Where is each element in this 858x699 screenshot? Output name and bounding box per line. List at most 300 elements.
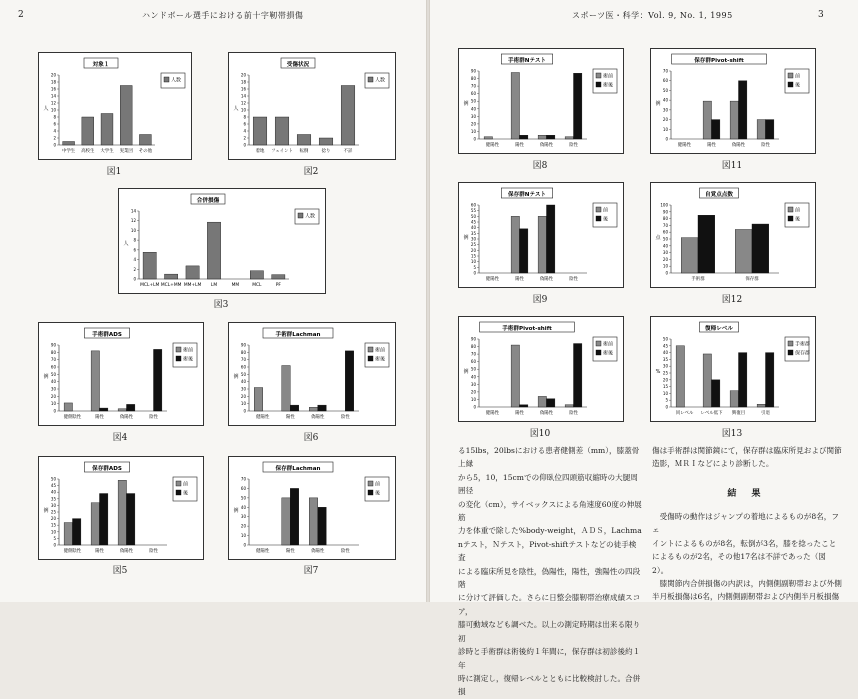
x-tick-label: 健陽性 (485, 143, 500, 148)
y-tick-label: 30 (662, 250, 668, 256)
figure-2-caption: 図2 (303, 167, 319, 177)
x-tick-label: 高校生 (81, 149, 95, 154)
x-tick-label: 陰性 (149, 549, 158, 554)
x-tick-label: 偽陽性 (311, 549, 325, 554)
y-tick-label: 0 (53, 408, 56, 414)
y-tick-label: 0 (53, 542, 56, 548)
chart-title: 復帰レベル (705, 325, 733, 332)
x-tick-label: その他 (138, 149, 152, 154)
y-tick-label: 90 (470, 68, 476, 74)
x-tick-label: 健陽性 (485, 277, 500, 282)
figure-2-chart (228, 52, 396, 160)
chart-svg (229, 457, 395, 559)
y-tick-label: 0 (473, 404, 476, 410)
figure-6-caption: 図6 (303, 433, 319, 443)
bar (143, 252, 156, 279)
y-tick-label: 30 (470, 381, 476, 387)
bar (676, 346, 684, 407)
y-tick-label: 50 (662, 336, 668, 342)
y-tick-label: 18 (50, 79, 56, 85)
y-tick-label: 0 (473, 136, 476, 142)
legend-box (173, 477, 197, 501)
legend-label: 後 (375, 490, 381, 497)
y-tick-label: 20 (240, 523, 246, 529)
bar (100, 494, 108, 545)
y-tick-label: 30 (50, 386, 56, 392)
bar (730, 391, 738, 407)
bar (712, 120, 720, 139)
legend-label: 保存群 (795, 350, 811, 357)
y-tick-label: 0 (473, 270, 476, 276)
text-line: の変化（cm），サイベックスによる角速度60度の伸展筋 (458, 499, 642, 523)
y-tick-label: 40 (470, 106, 476, 112)
x-tick-label: 大学生 (100, 149, 114, 154)
x-tick-label: 健側陰性 (63, 549, 82, 554)
x-tick-label: 偽陽性 (539, 143, 554, 148)
chart-title: 手術群Pivot-shift (502, 325, 552, 332)
x-tick-label: 偽陽性 (539, 277, 554, 282)
bar (73, 519, 81, 545)
legend-box (173, 343, 197, 367)
y-tick-label: 25 (662, 370, 668, 376)
bar (565, 405, 573, 407)
y-tick-label: 15 (50, 522, 56, 528)
text-line: から5，10，15cmでの仰臥位四頭筋収縮時の大腿周囲径 (458, 472, 638, 496)
legend-swatch (596, 341, 601, 346)
y-axis-label: 例 (463, 101, 469, 107)
y-tick-label: 60 (470, 359, 476, 365)
legend-swatch (788, 350, 793, 355)
y-axis-label: 例 (43, 508, 49, 514)
y-tick-label: 80 (470, 76, 476, 82)
y-tick-label: 50 (662, 87, 668, 93)
text-line: nテスト，Ｎテスト，Pivot-shiftテストなどの徒手検査 (458, 539, 637, 563)
y-tick-label: 10 (470, 259, 476, 265)
legend-label: 術前 (603, 341, 614, 348)
figure-12-chart (650, 182, 816, 288)
legend-swatch (788, 341, 793, 346)
bar (538, 216, 546, 273)
x-tick-label: 引退 (761, 411, 770, 416)
chart-title: 手術群Lachman (275, 331, 321, 338)
x-tick-label: 偽陽性 (119, 549, 134, 554)
y-tick-label: 70 (662, 222, 668, 228)
bar (101, 114, 113, 146)
bar (318, 507, 327, 545)
y-tick-label: 30 (470, 113, 476, 119)
y-tick-label: 5 (665, 397, 668, 403)
figure-4-caption: 図4 (112, 433, 128, 443)
y-tick-label: 45 (662, 343, 668, 349)
y-tick-label: 20 (240, 72, 246, 78)
legend-swatch (596, 216, 601, 221)
legend-box (593, 203, 617, 227)
x-tick-label: 実業団 (119, 149, 133, 154)
y-tick-label: 14 (130, 208, 136, 214)
body-text-column-2-top (652, 444, 842, 471)
x-tick-label: LM (210, 283, 218, 288)
chart-title: 保存群Nテスト (507, 191, 547, 198)
y-axis-label: 人 (123, 241, 129, 247)
x-tick-label: 中学生 (62, 149, 76, 154)
y-axis-label: 人 (43, 106, 49, 112)
legend-swatch (176, 347, 181, 352)
bar (254, 388, 263, 411)
bar (282, 498, 291, 545)
x-tick-label: 陰性 (761, 143, 770, 148)
legend-swatch (164, 77, 169, 82)
legend-label: 前 (795, 73, 801, 80)
y-tick-label: 10 (130, 227, 136, 233)
x-tick-label: PF (275, 283, 281, 288)
figure-5-caption: 図5 (112, 566, 128, 576)
y-tick-label: 18 (240, 79, 246, 85)
y-tick-label: 80 (240, 349, 246, 355)
y-tick-label: 50 (470, 213, 476, 219)
legend-swatch (368, 356, 373, 361)
y-tick-label: 5 (473, 264, 476, 270)
legend-swatch (298, 213, 303, 218)
bar (64, 523, 72, 545)
x-tick-label: 陽性 (515, 277, 524, 282)
y-tick-label: 20 (662, 377, 668, 383)
y-tick-label: 20 (470, 247, 476, 253)
chart-svg (651, 317, 815, 421)
text-line: 診時と手術群は術後約１年間に，保存群は初診後約１年 (458, 647, 641, 670)
y-tick-label: 30 (470, 236, 476, 242)
y-tick-label: 10 (240, 533, 246, 539)
y-tick-label: 20 (50, 393, 56, 399)
legend-label: 術前 (375, 347, 386, 354)
y-tick-label: 90 (240, 342, 246, 348)
bar (703, 101, 711, 139)
chart-title: 自覚点点数 (705, 191, 733, 198)
bar (341, 86, 355, 146)
legend-box (593, 337, 617, 361)
chart-title: 手術群ADS (92, 331, 122, 338)
chart-svg (459, 49, 623, 153)
bar (752, 224, 769, 273)
chart-title: 保存群Lachman (275, 465, 321, 472)
legend-swatch (176, 490, 181, 495)
y-tick-label: 60 (50, 364, 56, 370)
bar (565, 137, 573, 139)
bar (766, 120, 774, 139)
bar (272, 275, 285, 279)
x-tick-label: 健陽性 (485, 411, 500, 416)
body-text-column-2-bottom (652, 510, 842, 604)
legend-box (785, 337, 809, 361)
y-tick-label: 40 (662, 350, 668, 356)
legend-swatch (368, 481, 373, 486)
y-tick-label: 50 (240, 495, 246, 501)
bar (165, 274, 178, 279)
legend-swatch (368, 77, 373, 82)
legend-label: 後 (183, 490, 189, 497)
figure-13-caption: 図13 (721, 429, 743, 439)
bar (520, 135, 528, 139)
legend-swatch (788, 73, 793, 78)
y-tick-label: 40 (240, 379, 246, 385)
y-tick-label: 20 (470, 121, 476, 127)
legend-label: 後 (795, 216, 801, 223)
chart-svg (459, 183, 623, 287)
y-tick-label: 50 (470, 366, 476, 372)
bar (309, 498, 318, 545)
figure-13-chart (650, 316, 816, 422)
bar (118, 409, 126, 411)
y-axis-label: 例 (43, 374, 49, 380)
bar (100, 408, 108, 411)
x-tick-label: 陰性 (340, 415, 350, 420)
bar (319, 138, 333, 145)
y-tick-label: 30 (240, 514, 246, 520)
y-tick-label: 2 (53, 135, 56, 141)
bar (253, 117, 267, 145)
y-tick-label: 30 (50, 502, 56, 508)
y-tick-label: 20 (662, 256, 668, 262)
legend-label: 後 (603, 216, 609, 223)
figure-8-chart (458, 48, 624, 154)
y-tick-label: 20 (240, 393, 246, 399)
bar (538, 135, 546, 139)
bar (282, 366, 291, 411)
y-axis-label: 例 (463, 369, 469, 375)
y-tick-label: 16 (50, 86, 56, 92)
x-tick-label: 健陽性 (256, 415, 270, 420)
y-tick-label: 90 (662, 209, 668, 215)
text-line: に分けて評価した。さらに日整会膝靭帯治療成績スコア， (458, 593, 641, 616)
bar (547, 399, 555, 407)
bar (757, 120, 765, 139)
legend-box (593, 69, 617, 93)
y-tick-label: 6 (243, 121, 246, 127)
chart-title: 対象１ (92, 61, 110, 68)
x-tick-label: 健側陰性 (63, 415, 82, 420)
bar (735, 229, 752, 273)
y-tick-label: 80 (50, 349, 56, 355)
legend-label: 前 (603, 207, 609, 214)
x-tick-label: 転倒 (299, 149, 309, 154)
text-line: 受傷時の動作はジャンプの着地によるものが8名，フェ (652, 512, 839, 535)
y-tick-label: 10 (662, 390, 668, 396)
y-tick-label: 40 (662, 243, 668, 249)
text-line: 半月板損傷は6名，内側側副靭帯および内側半月板損傷 (652, 592, 840, 602)
figure-3-caption: 図3 (213, 300, 229, 310)
legend-label: 人数 (171, 77, 182, 84)
legend-box (785, 69, 809, 93)
bar (547, 135, 555, 139)
y-tick-label: 15 (470, 253, 476, 259)
y-tick-label: 8 (133, 237, 136, 243)
y-tick-label: 0 (243, 408, 246, 414)
x-tick-label: 興復目 (731, 411, 746, 416)
y-tick-label: 90 (50, 342, 56, 348)
body-text-column-1 (458, 444, 642, 699)
legend-label: 術後 (603, 350, 614, 357)
y-tick-label: 60 (470, 91, 476, 97)
y-tick-label: 12 (240, 100, 246, 106)
x-tick-label: 不詳 (343, 149, 353, 154)
chart-title: 保存群Pivot-shift (694, 57, 744, 64)
y-tick-label: 12 (50, 100, 56, 106)
x-tick-label: 陽性 (285, 415, 295, 420)
legend-label: 前 (795, 207, 801, 214)
y-tick-label: 50 (50, 371, 56, 377)
legend-label: 人数 (305, 213, 316, 220)
y-tick-label: 35 (470, 230, 476, 236)
bar (118, 480, 126, 545)
x-tick-label: MCL (252, 283, 262, 288)
legend-label: 前 (375, 481, 381, 488)
chart-svg (119, 189, 325, 293)
bar (154, 349, 162, 411)
legend-label: 後 (795, 82, 801, 89)
y-tick-label: 20 (662, 117, 668, 123)
y-tick-label: 4 (53, 128, 56, 134)
y-axis-label: % (655, 369, 661, 375)
y-tick-label: 60 (662, 78, 668, 84)
y-tick-label: 10 (470, 396, 476, 402)
y-tick-label: 70 (662, 68, 668, 74)
legend-label: 術後 (603, 82, 614, 89)
y-tick-label: 6 (53, 121, 56, 127)
legend-swatch (596, 207, 601, 212)
left-running-title: ハンドボール選手における前十字靭帯損傷 (142, 11, 304, 20)
y-tick-label: 35 (50, 496, 56, 502)
chart-svg (651, 49, 815, 153)
legend-box (365, 477, 389, 501)
figure-9-chart (458, 182, 624, 288)
y-tick-label: 4 (243, 128, 246, 134)
y-tick-label: 0 (665, 270, 668, 276)
y-axis-label: 例 (233, 508, 239, 514)
bar (730, 101, 738, 139)
x-tick-label: MM+LM (183, 283, 202, 288)
y-tick-label: 35 (662, 356, 668, 362)
x-tick-label: 陰性 (569, 143, 578, 148)
y-tick-label: 10 (50, 401, 56, 407)
bar (318, 405, 327, 411)
y-tick-label: 50 (50, 476, 56, 482)
y-tick-label: 40 (470, 374, 476, 380)
x-tick-label: 陽性 (515, 411, 524, 416)
text-line: 造影，ＭＲＩなどにより診断した。 (652, 459, 774, 469)
y-tick-label: 5 (53, 535, 56, 541)
y-tick-label: 45 (50, 483, 56, 489)
x-tick-label: 陰性 (340, 549, 350, 554)
text-line: 傷は手術群は関節鏡にて，保存群は臨床所見および関節 (652, 446, 842, 455)
chart-title: 合併損傷 (196, 197, 220, 204)
x-tick-label: 陰性 (149, 415, 158, 420)
y-axis-label: 例 (233, 374, 239, 380)
x-tick-label: 手術群 (691, 277, 705, 282)
y-tick-label: 40 (662, 97, 668, 103)
x-tick-label: 保存群 (745, 277, 759, 282)
legend-swatch (788, 207, 793, 212)
y-tick-label: 0 (665, 404, 668, 410)
y-tick-label: 10 (240, 107, 246, 113)
y-tick-label: 40 (50, 489, 56, 495)
y-tick-label: 80 (662, 216, 668, 222)
x-tick-label: 着地 (255, 149, 265, 154)
bar (511, 216, 519, 273)
y-tick-label: 20 (470, 389, 476, 395)
bar (538, 396, 546, 407)
y-tick-label: 12 (130, 218, 136, 224)
x-tick-label: レベル低下 (700, 411, 723, 416)
legend-swatch (788, 82, 793, 87)
y-tick-label: 70 (240, 476, 246, 482)
figure-1-chart (38, 52, 192, 160)
figure-7-chart (228, 456, 396, 560)
bar (712, 380, 720, 407)
y-tick-label: 0 (665, 136, 668, 142)
chart-svg (229, 53, 395, 159)
y-tick-label: 60 (662, 229, 668, 235)
x-tick-label: 陽性 (285, 549, 295, 554)
section-heading-results: 結 果 (727, 489, 767, 499)
bar (766, 353, 774, 407)
bar (250, 271, 263, 279)
figure-1-caption: 図1 (106, 167, 122, 177)
figure-11-caption: 図11 (721, 161, 743, 171)
legend-swatch (368, 347, 373, 352)
x-tick-label: フェイント (271, 149, 293, 154)
y-tick-label: 4 (133, 257, 136, 263)
y-tick-label: 50 (662, 236, 668, 242)
x-tick-label: 陽性 (707, 143, 716, 148)
y-tick-label: 70 (50, 357, 56, 363)
figure-6-chart (228, 322, 396, 426)
legend-label: 人数 (375, 77, 386, 84)
y-tick-label: 40 (50, 379, 56, 385)
x-tick-label: 健陽性 (677, 143, 692, 148)
bar (207, 222, 220, 279)
y-tick-label: 2 (133, 266, 136, 272)
bar (309, 407, 318, 411)
legend-label: 術後 (183, 356, 194, 363)
y-tick-label: 10 (662, 263, 668, 269)
figure-3-chart (118, 188, 326, 294)
bar (574, 344, 582, 407)
y-tick-label: 70 (470, 83, 476, 89)
bar (297, 135, 311, 146)
figure-10-chart (458, 316, 624, 422)
x-tick-label: 偽陽性 (311, 415, 325, 420)
y-tick-label: 14 (240, 93, 246, 99)
bar (91, 503, 99, 545)
y-tick-label: 55 (470, 208, 476, 214)
bar (120, 86, 132, 146)
bar (574, 73, 582, 139)
y-tick-label: 15 (662, 384, 668, 390)
y-tick-label: 30 (662, 107, 668, 113)
right-page (430, 0, 858, 697)
text-line: 時に測定し，復帰レベルとともに比較検討した。合併損 (458, 673, 641, 697)
bar (127, 404, 135, 411)
x-tick-label: MCL+LM (140, 283, 160, 288)
x-tick-label: 捻り (321, 149, 331, 154)
y-tick-label: 0 (133, 276, 136, 282)
y-tick-label: 45 (470, 219, 476, 225)
y-tick-label: 10 (470, 128, 476, 134)
y-tick-label: 20 (50, 516, 56, 522)
y-tick-label: 10 (50, 107, 56, 113)
y-tick-label: 25 (50, 509, 56, 515)
y-axis-label: 例 (655, 101, 661, 107)
legend-swatch (596, 350, 601, 355)
